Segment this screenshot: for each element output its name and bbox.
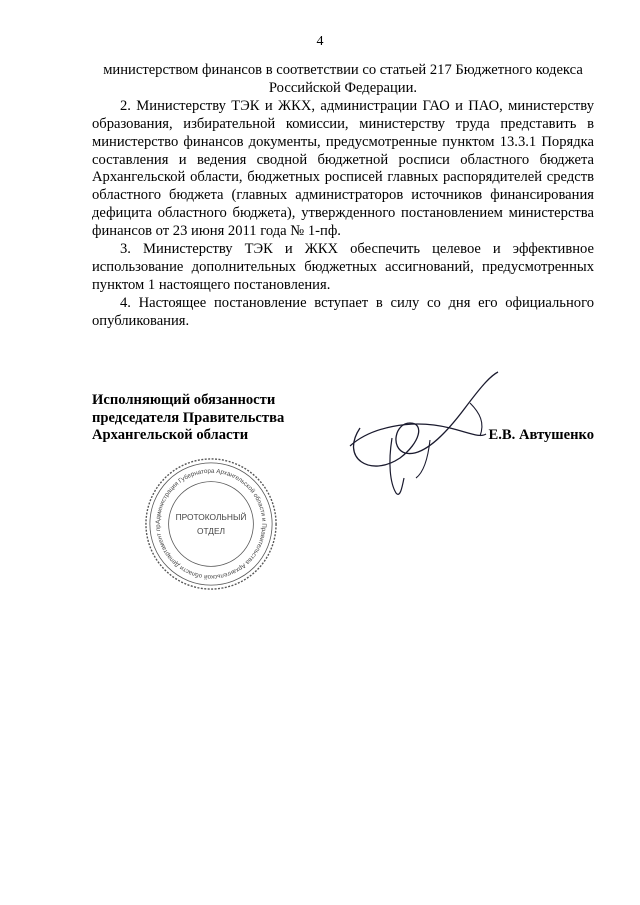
paragraph-3: 3. Министерству ТЭК и ЖКХ обеспечить целевое и эффективное использование дополнительных бюджетных ассигнований, предусмотренных пунктом 1 настоящего постановления.	[92, 241, 594, 293]
handwritten-signature	[330, 368, 520, 508]
signatory-title-line2: председателя Правительства	[92, 409, 285, 426]
page-number: 4	[316, 34, 324, 49]
paragraph-continuation: министерством финансов в соответствии со статьей 217 Бюджетного кодекса Российской Федерации.	[103, 62, 583, 96]
paragraph-4: 4. Настоящее постановление вступает в силу со дня его официального опубликования.	[92, 294, 594, 329]
stamp-center-line2: ОТДЕЛ	[196, 525, 226, 536]
signatory-title	[92, 392, 284, 445]
paragraph-2: 2. Министерству ТЭК и ЖКХ, администрации ГАО и ПАО, министерству образования, избирательной комиссии, министерству труда представить в министерство финансов документы, предусмотренные пунктом 13.3.1 Порядка составления и ведения сводной бюджетной росписи областного бюджета Архангельской области, бюджетных росписей главных распорядителей средств областного бюджета (главных администраторов источников финансирования дефицита областного бюджета), утвержденного постановлением министерства финансов от 23 июня 2011 года № 1-пф.	[92, 97, 594, 240]
document-body	[92, 62, 594, 331]
signatory-title-line3: Архангельской области	[92, 427, 249, 443]
signatory-name: Е.В. Автушенко	[488, 427, 594, 443]
stamp-ring-text: Администрация Губернатора Архангельской области и Правительства Архангельской области Департамент пр	[154, 467, 268, 581]
official-stamp	[142, 455, 280, 593]
signatory-title-line1: Исполняющий обязанности	[92, 392, 276, 408]
stamp-center-line1: ПРОТОКОЛЬНЫЙ	[175, 512, 247, 523]
